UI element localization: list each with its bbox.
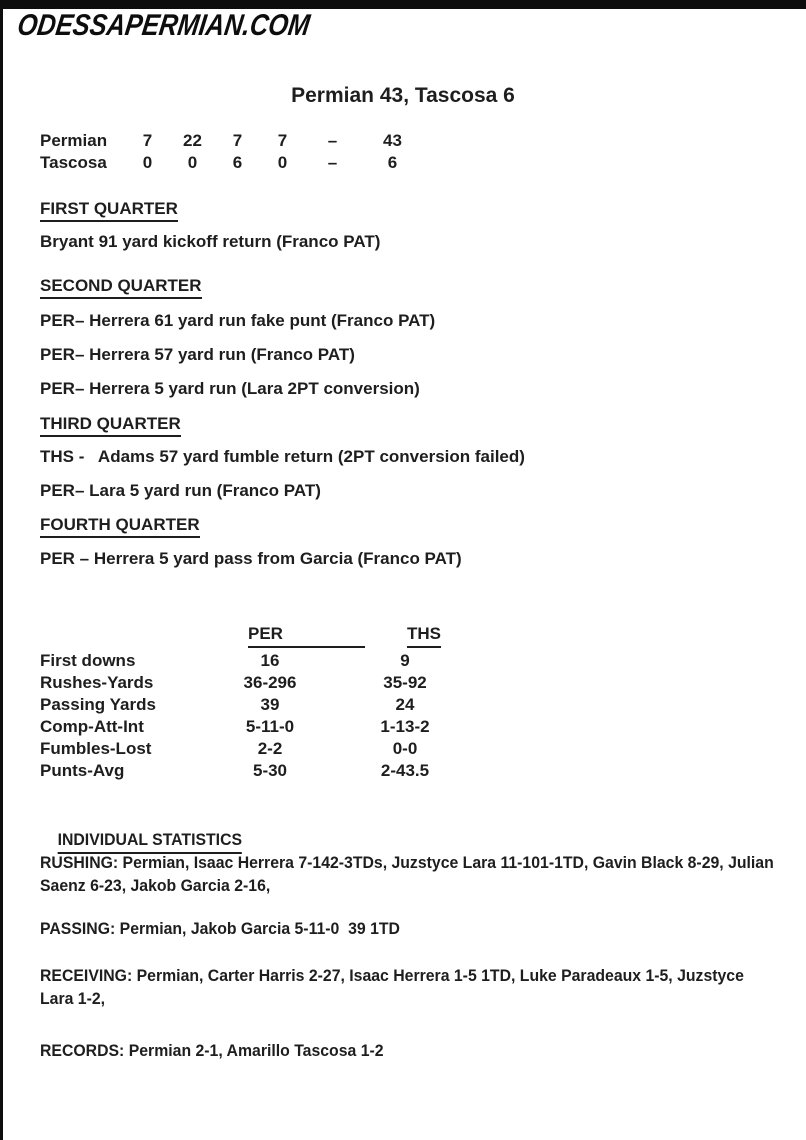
scoring-play: PER– Herrera 61 yard run fake punt (Franco PAT)	[40, 311, 436, 330]
team-stats-header-row	[40, 623, 480, 648]
scoring-play: THS - Adams 57 yard fumble return (2PT conversion failed)	[40, 447, 525, 466]
q3-score: 7	[232, 131, 243, 150]
ths-value: 35-92	[383, 673, 427, 692]
scoring-play: PER – Herrera 5 yard pass from Garcia (Franco PAT)	[40, 549, 462, 568]
team-stats-row	[40, 760, 480, 782]
records-line: RECORDS: Permian 2-1, Amarillo Tascosa 1-2	[40, 1041, 384, 1060]
left-border-bar	[0, 0, 3, 1140]
ths-value: 1-13-2	[380, 717, 430, 736]
team-stats-row	[40, 650, 480, 672]
site-logo: ODESSAPERMIAN.COM	[15, 9, 312, 42]
q4-score: 0	[277, 153, 288, 172]
linescore-row-permian	[40, 130, 425, 152]
team-stats-row	[40, 716, 480, 738]
stat-label: Punts-Avg	[40, 761, 125, 780]
ths-column-header: THS	[368, 623, 480, 648]
heading-first-quarter: FIRST QUARTER	[40, 199, 178, 222]
team-stats-row	[40, 738, 480, 760]
q2-score: 0	[187, 153, 198, 172]
score-dash: –	[327, 131, 338, 150]
ths-value: 24	[395, 695, 415, 714]
rushing-stats-line: RUSHING: Permian, Isaac Herrera 7-142-3TDs, Juzstyce Lara 11-101-1TD, Gavin Black 8-29, Julian Saenz 6-23, Jakob Garcia 2-16,	[40, 853, 779, 895]
team-name: Permian	[40, 131, 108, 150]
top-border-bar	[0, 0, 806, 9]
stat-label: Comp-Att-Int	[40, 717, 144, 736]
q2-score: 22	[183, 131, 202, 150]
passing-stats-line: PASSING: Permian, Jakob Garcia 5-11-0 39 1TD	[40, 919, 400, 938]
page-title: Permian 43, Tascosa 6	[291, 84, 515, 107]
receiving-stats-line: RECEIVING: Permian, Carter Harris 2-27, Isaac Herrera 1-5 1TD, Luke Paradeaux 1-5, Juzstyce Lara 1-2,	[40, 966, 749, 1008]
q1-score: 0	[142, 153, 153, 172]
stat-label: Fumbles-Lost	[40, 739, 152, 758]
team-name: Tascosa	[40, 153, 107, 172]
per-value: 5-11-0	[245, 717, 295, 736]
team-stats-row	[40, 672, 480, 694]
team-stats-table	[40, 623, 480, 782]
linescore-row-tascosa	[40, 152, 425, 174]
scoring-play: PER– Herrera 57 yard run (Franco PAT)	[40, 345, 355, 364]
q1-score: 7	[142, 131, 153, 150]
scoring-play: PER– Herrera 5 yard run (Lara 2PT conversion)	[40, 379, 420, 398]
per-value: 2-2	[257, 739, 283, 758]
ths-value: 9	[400, 651, 410, 670]
per-value: 39	[260, 695, 280, 714]
total-score: 6	[387, 153, 398, 172]
total-score: 43	[383, 131, 402, 150]
stat-label: First downs	[40, 651, 136, 670]
q4-score: 7	[277, 131, 288, 150]
q3-score: 6	[232, 153, 243, 172]
per-column-header: PER	[210, 623, 368, 648]
scoring-play: PER– Lara 5 yard run (Franco PAT)	[40, 481, 321, 500]
linescore-table	[40, 130, 425, 174]
heading-fourth-quarter: FOURTH QUARTER	[40, 515, 200, 538]
ths-value: 2-43.5	[380, 761, 430, 780]
stat-label: Rushes-Yards	[40, 673, 154, 692]
per-value: 5-30	[252, 761, 288, 780]
heading-individual-statistics: INDIVIDUAL STATISTICS	[40, 805, 777, 877]
team-stats-row	[40, 694, 480, 716]
heading-third-quarter: THIRD QUARTER	[40, 414, 181, 437]
scoring-play: Bryant 91 yard kickoff return (Franco PAT)	[40, 232, 381, 251]
per-value: 16	[260, 651, 280, 670]
stat-label: Passing Yards	[40, 695, 156, 714]
per-value: 36-296	[243, 673, 297, 692]
ths-value: 0-0	[392, 739, 418, 758]
score-dash: –	[327, 153, 338, 172]
heading-second-quarter: SECOND QUARTER	[40, 276, 202, 299]
